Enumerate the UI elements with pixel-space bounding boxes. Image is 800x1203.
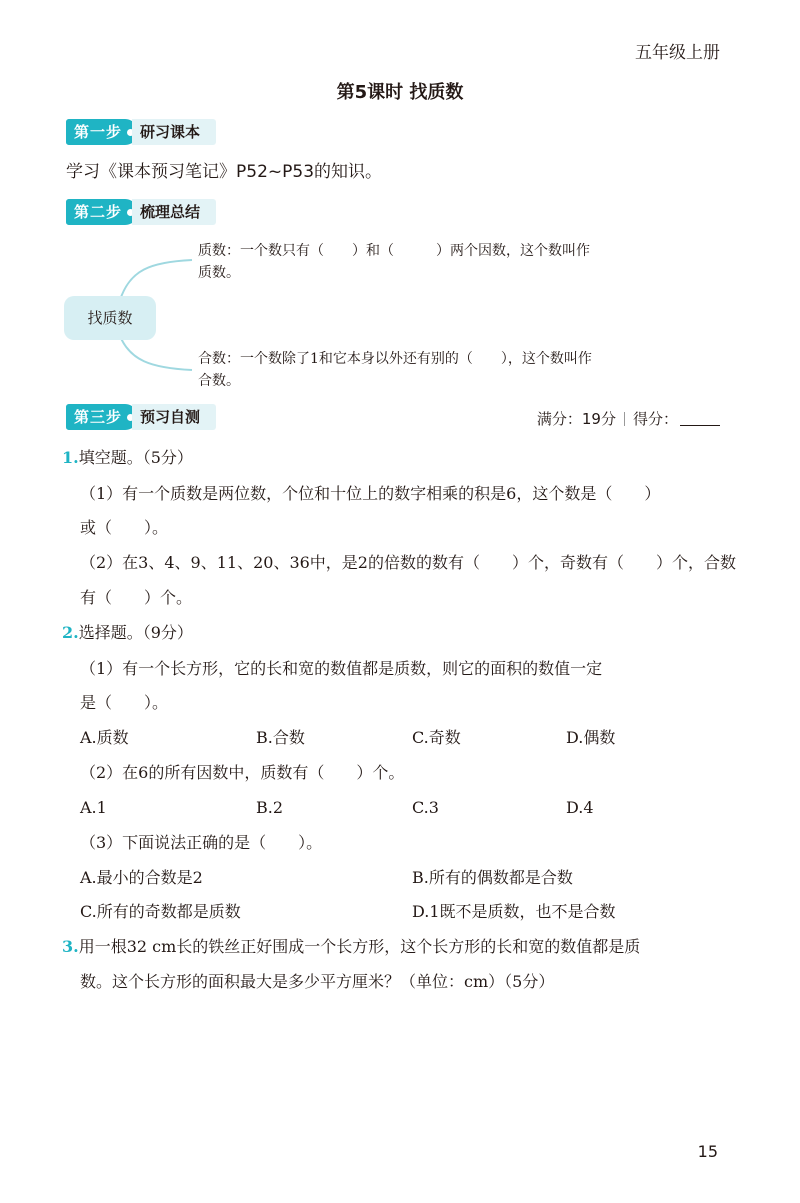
q1-part2-line2: 有（ ）个。 (80, 588, 193, 607)
step1-label: 第一步 (66, 119, 138, 145)
q1-heading (62, 448, 193, 468)
q2-part1-option-d[interactable]: D.偶数 (566, 728, 616, 747)
q1-part1-line1: （1）有一个质数是两位数，个位和十位上的数字相乘的积是6，这个数是（ ） (80, 484, 661, 503)
score-box (537, 408, 720, 429)
q2-number: 2. (62, 623, 79, 642)
q2-part2-option-a[interactable]: A.1 (80, 798, 107, 817)
q1-part1-line2: 或（ ）。 (80, 518, 169, 537)
q2-part3-option-b[interactable]: B.所有的偶数都是合数 (412, 868, 573, 887)
q2-part2-option-d[interactable]: D.4 (566, 798, 594, 817)
composite-definition-line2: 合数。 (198, 373, 240, 389)
score-separator (624, 412, 625, 426)
grade-label: 五年级上册 (635, 43, 720, 63)
step1-text: 学习《课本预习笔记》P52~P53的知识。 (66, 162, 383, 182)
step3-label: 第三步 (66, 404, 138, 430)
q2-part2: （2）在6的所有因数中，质数有（ ）个。 (80, 763, 405, 782)
q2-part3: （3）下面说法正确的是（ ）。 (80, 833, 323, 852)
q3-number: 3. (62, 937, 79, 956)
composite-definition-line1: 合数：一个数除了1和它本身以外还有别的（ ），这个数叫作 (198, 351, 592, 367)
q1-title: 填空题。（5分） (78, 448, 193, 467)
page-number: 15 (697, 1142, 718, 1161)
step2-label: 第二步 (66, 199, 138, 225)
q2-part3-option-a[interactable]: A.最小的合数是2 (80, 868, 203, 887)
prime-definition-line1: 质数：一个数只有（ ）和（ ）两个因数，这个数叫作 (198, 243, 590, 259)
q2-title: 选择题。（9分） (78, 623, 193, 642)
mind-map-center: 找质数 (64, 296, 156, 340)
q2-part1-option-a[interactable]: A.质数 (80, 728, 129, 747)
q2-part1-line1: （1）有一个长方形，它的长和宽的数值都是质数，则它的面积的数值一定 (80, 659, 603, 678)
q2-part3-option-c[interactable]: C.所有的奇数都是质数 (80, 902, 241, 921)
q3-line1-wrap (62, 937, 640, 957)
q1-number: 1. (62, 448, 79, 467)
score-blank[interactable] (680, 411, 720, 426)
step3-banner (66, 404, 216, 430)
step3-name: 预习自测 (132, 404, 216, 430)
q2-part1-line2: 是（ ）。 (80, 693, 169, 712)
q2-part2-option-b[interactable]: B.2 (256, 798, 284, 817)
step1-name: 研习课本 (132, 119, 216, 145)
full-score: 满分：19分 (536, 410, 616, 428)
q2-part1-option-b[interactable]: B.合数 (256, 728, 305, 747)
got-score-label: 得分： (632, 410, 678, 428)
q2-heading (62, 623, 193, 643)
mind-map-lines (0, 0, 800, 400)
q3-line2: 数。这个长方形的面积最大是多少平方厘米？（单位：cm）（5分） (80, 972, 555, 991)
step2-name: 梳理总结 (132, 199, 216, 225)
q2-part3-option-d[interactable]: D.1既不是质数，也不是合数 (412, 902, 616, 921)
q2-part1-option-c[interactable]: C.奇数 (412, 728, 461, 747)
prime-definition-line2: 质数。 (198, 265, 240, 281)
lesson-title: 第5课时 找质数 (336, 82, 464, 103)
q1-part2-line1: （2）在3、4、9、11、20、36中，是2的倍数的数有（ ）个，奇数有（ ）个，合数 (80, 553, 736, 572)
q3-line1: 用一根32 cm长的铁丝正好围成一个长方形，这个长方形的长和宽的数值都是质 (78, 937, 641, 956)
q2-part2-option-c[interactable]: C.3 (412, 798, 439, 817)
